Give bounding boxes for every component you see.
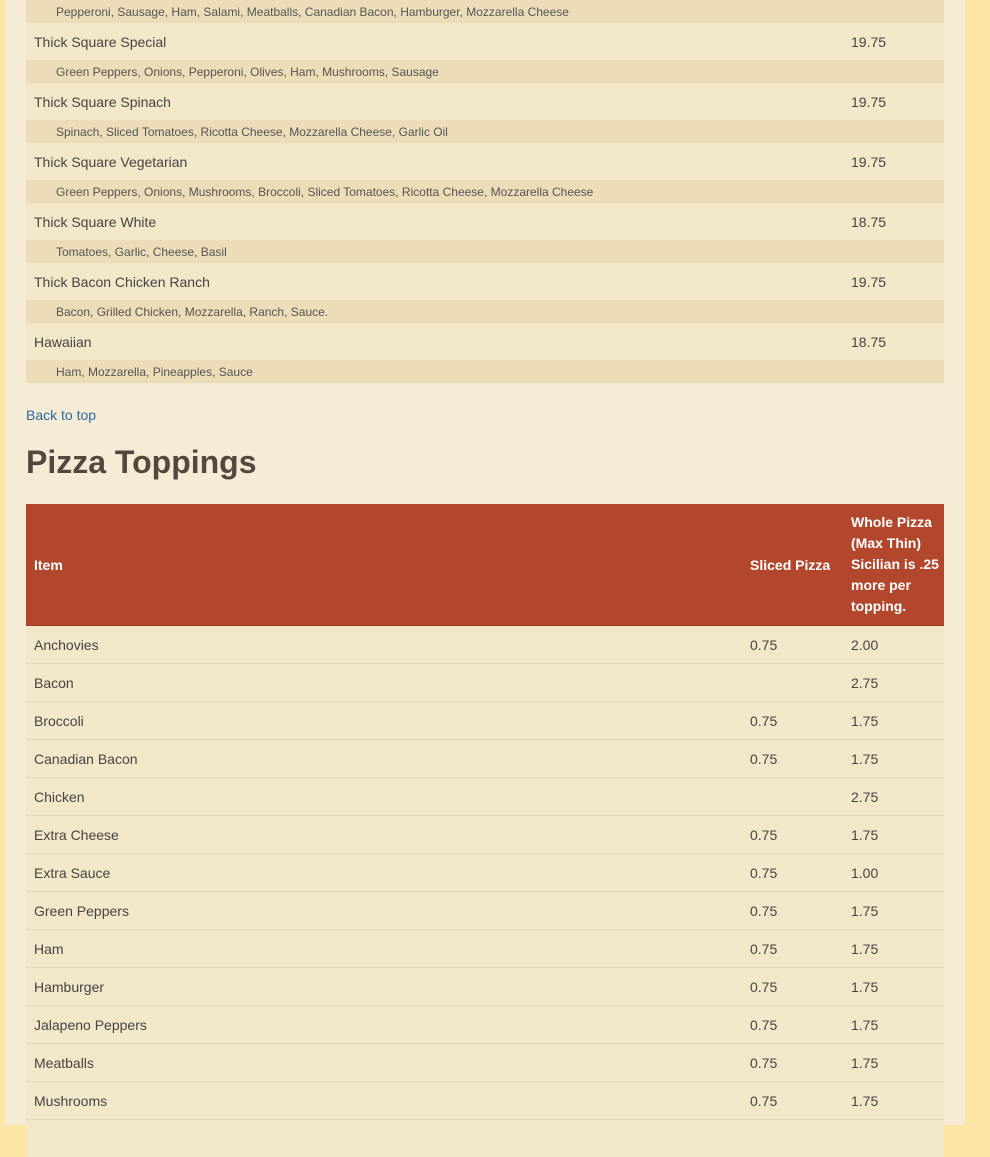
topping-name: Extra Sauce [26,854,750,892]
pizza-price: 19.75 [851,83,944,120]
pizza-toppings-text: Spinach, Sliced Tomatoes, Ricotta Cheese, Mozzarella Cheese, Garlic Oil [26,120,944,143]
toppings-header-row [26,504,944,626]
sliced-price: 0.75 [750,968,851,1006]
column-header-item: Item [26,504,750,626]
whole-price: 1.75 [851,892,944,930]
pizza-toppings-row [26,180,944,203]
whole-price: 1.75 [851,816,944,854]
whole-price: 1.75 [851,1044,944,1082]
sliced-price [750,778,851,816]
table-row [26,1044,944,1082]
sliced-price: 0.75 [750,626,851,664]
table-row [26,702,944,740]
topping-name: Extra Cheese [26,816,750,854]
topping-name: Bacon [26,664,750,702]
topping-name: Anchovies [26,626,750,664]
topping-name: Mushrooms [26,1082,750,1120]
sliced-price: 0.75 [750,854,851,892]
table-row [26,816,944,854]
table-row [26,664,944,702]
whole-price: 1.75 [851,968,944,1006]
topping-name: Broccoli [26,702,750,740]
pizza-toppings-text: Green Peppers, Onions, Mushrooms, Broccoli, Sliced Tomatoes, Ricotta Cheese, Mozzarella Cheese [26,180,944,203]
back-to-top-link[interactable]: Back to top [26,407,96,423]
pizza-price: 19.75 [851,23,944,60]
pizza-name: Thick Bacon Chicken Ranch [26,263,851,300]
table-row [26,968,944,1006]
whole-price: 1.75 [851,702,944,740]
pizza-name: Hawaiian [26,323,851,360]
pizza-toppings-row [26,240,944,263]
pizza-price: 18.75 [851,323,944,360]
pizza-toppings-row [26,0,944,23]
topping-name: Jalapeno Peppers [26,1006,750,1044]
topping-name: Meatballs [26,1044,750,1082]
table-row [26,892,944,930]
pizza-name: Thick Square Spinach [26,83,851,120]
topping-name: Chicken [26,778,750,816]
pizza-row [26,263,944,300]
whole-price: 1.75 [851,1006,944,1044]
whole-price [851,1120,944,1157]
table-row [26,1082,944,1120]
sliced-price: 0.75 [750,702,851,740]
pizza-toppings-text: Tomatoes, Garlic, Cheese, Basil [26,240,944,263]
sliced-price: 0.75 [750,892,851,930]
pizza-row [26,23,944,60]
table-row [26,930,944,968]
page-container [5,0,965,1125]
sliced-price [750,1120,851,1157]
column-header-whole: Whole Pizza (Max Thin) Sicilian is .25 more per topping. [851,504,944,626]
menu-content [26,0,944,383]
pizza-row [26,83,944,120]
whole-price: 1.75 [851,930,944,968]
topping-name: Ham [26,930,750,968]
topping-name: Green Peppers [26,892,750,930]
pizza-toppings-text: Pepperoni, Sausage, Ham, Salami, Meatballs, Canadian Bacon, Hamburger, Mozzarella Cheese [26,0,944,23]
sliced-price: 0.75 [750,740,851,778]
pizza-price: 19.75 [851,263,944,300]
pizza-price: 18.75 [851,203,944,240]
topping-name: Canadian Bacon [26,740,750,778]
pizza-toppings-row [26,120,944,143]
pizza-toppings-text: Bacon, Grilled Chicken, Mozzarella, Ranch, Sauce. [26,300,944,323]
table-row [26,1006,944,1044]
sliced-price: 0.75 [750,1044,851,1082]
pizza-name: Thick Square Special [26,23,851,60]
topping-name [26,1120,750,1157]
section-title: Pizza Toppings [26,444,257,481]
whole-price: 1.00 [851,854,944,892]
table-row [26,626,944,664]
pizza-name: Thick Square Vegetarian [26,143,851,180]
sliced-price [750,664,851,702]
whole-price: 1.75 [851,740,944,778]
toppings-table [26,504,944,1157]
sliced-price: 0.75 [750,1006,851,1044]
table-row [26,740,944,778]
pizza-name: Thick Square White [26,203,851,240]
pizza-toppings-text: Green Peppers, Onions, Pepperoni, Olives, Ham, Mushrooms, Sausage [26,60,944,83]
whole-price: 1.75 [851,1082,944,1120]
pizza-row [26,323,944,360]
pizza-price: 19.75 [851,143,944,180]
table-row [26,778,944,816]
whole-price: 2.75 [851,664,944,702]
column-header-sliced: Sliced Pizza [750,504,851,626]
pizza-row [26,203,944,240]
sliced-price: 0.75 [750,1082,851,1120]
topping-name: Hamburger [26,968,750,1006]
whole-price: 2.75 [851,778,944,816]
pizza-row [26,143,944,180]
pizza-toppings-text: Ham, Mozzarella, Pineapples, Sauce [26,360,944,383]
pizza-toppings-row [26,360,944,383]
pizza-toppings-row [26,60,944,83]
whole-price: 2.00 [851,626,944,664]
table-row [26,1120,944,1157]
specialty-pizza-table [26,0,944,383]
sliced-price: 0.75 [750,930,851,968]
pizza-toppings-row [26,300,944,323]
table-row [26,854,944,892]
sliced-price: 0.75 [750,816,851,854]
